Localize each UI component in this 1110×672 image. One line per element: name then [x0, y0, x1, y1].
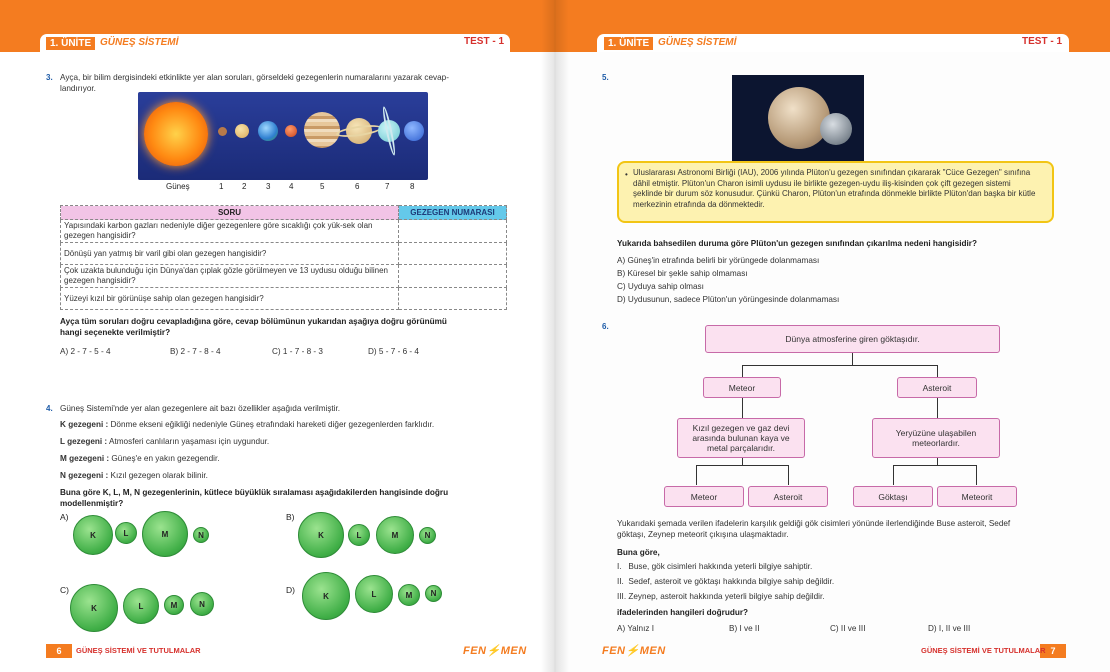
option-d[interactable]: D) Uydusunun, sadece Plüton'un yörüngesinde dolanmaması [617, 295, 840, 304]
planet-l-ball: L [355, 575, 393, 613]
table-row [61, 243, 507, 265]
footer-title: GÜNEŞ SİSTEMİ VE TUTULMALAR [921, 646, 1046, 655]
planet-n-ball: N [190, 592, 214, 616]
planet-k-ball: K [302, 572, 350, 620]
planet-l-ball: L [348, 524, 370, 546]
answer-cell[interactable] [399, 265, 507, 288]
table-cell: Dönüşü yan yatmış bir varil gibi olan gezegen hangisidir? [61, 243, 399, 265]
publisher-logo: FEN⚡MEN [463, 645, 527, 657]
table-row [61, 288, 507, 310]
asteroid-node: Asteroit [897, 377, 977, 398]
fact-n: N gezegeni : Kızıl gezegen olarak bilinir. [60, 471, 208, 480]
table-cell: Yüzeyi kızıl bir görünüşe sahip olan gezegen hangisidir? [61, 288, 399, 310]
planet-l-ball: L [115, 522, 137, 544]
planet-icon [218, 127, 227, 136]
question-number: 6. [602, 322, 609, 331]
bullet-icon: • [625, 170, 628, 179]
leaf-meteor: Meteor [664, 486, 744, 507]
left-mid-node: Kızıl gezegen ve gaz devi arasında bulunan kaya ve metal parçalarıdır. [677, 418, 805, 458]
planet-icon [285, 125, 297, 137]
option-d[interactable]: D) I, II ve III [928, 624, 971, 633]
option-b[interactable]: B) Küresel bir şekle sahip olmaması [617, 269, 748, 278]
planet-label: 8 [410, 182, 415, 191]
leaf-meteorit: Meteorit [937, 486, 1017, 507]
connector [788, 465, 789, 485]
connector [742, 365, 937, 366]
root-node: Dünya atmosferine giren göktaşıdır. [705, 325, 1000, 353]
connector [893, 465, 977, 466]
option-c[interactable]: C) 1 - 7 - 8 - 3 [272, 347, 323, 356]
unit-title: GÜNEŞ SİSTEMİ [658, 37, 737, 48]
unit-badge: 1. ÜNİTE [46, 37, 95, 50]
connector [696, 465, 697, 485]
option-d[interactable]: D) 5 - 7 - 6 - 4 [368, 347, 419, 356]
connector [696, 465, 789, 466]
planet-label: 1 [219, 182, 224, 191]
option-b[interactable]: B) I ve II [729, 624, 760, 633]
leaf-asteroid: Asteroit [748, 486, 828, 507]
table-row [61, 265, 507, 288]
page-number: 7 [1040, 644, 1066, 658]
page-number: 6 [46, 644, 72, 658]
planet-n-ball: N [425, 585, 442, 602]
q5-question: Yukarıda bahsedilen duruma göre Plüton'un gezegen sınıfından çıkarılma nedeni hangisidir? [617, 239, 977, 248]
connector [742, 365, 743, 377]
jupiter-icon [304, 112, 340, 148]
planet-label: Güneş [166, 182, 190, 191]
planet-n-ball: N [193, 527, 209, 543]
planet-label: 3 [266, 182, 271, 191]
info-text: Uluslararası Astronomi Birliği (IAU), 2006 yılında Plüton'u gezegen sınıfından çıkararak "Cüce Gezegen" sınıfına dâhil etmiştir. Plüton'un Charon isimli uydusu ile birlikte gezegen-uydu iliş-kisinden çok çift gezegen sistemi şeklinde bir durum söz konusudur. Çünkü Charon, Plüton'un etrafında dönmekle birlikte Plüton'dan başka bir kütle merkezinin etrafında da dönmektedir. [633, 168, 1036, 209]
planet-l-ball: L [123, 588, 159, 624]
option-a[interactable]: A) Yalnız I [617, 624, 655, 633]
question-number: 5. [602, 73, 609, 82]
statement-iii: III. Zeynep, asteroit hakkında yeterli bilgiye sahip değildir. [617, 592, 825, 601]
fact-m: M gezegeni : Güneş'e en yakın gezegendir. [60, 454, 220, 463]
planet-label: 7 [385, 182, 390, 191]
option-a[interactable]: A) [60, 512, 69, 522]
meteor-node: Meteor [703, 377, 781, 398]
statement-i: I. Buse, gök cisimleri hakkında yeterli bilgiye sahiptir. [617, 562, 813, 571]
planet-m-ball: M [142, 511, 188, 557]
table-cell: Yapısındaki karbon gazları nedeniyle diğer gezegenlere göre sıcaklığı çok yük-sek olan gezegen hangisidir? [61, 220, 399, 243]
unit-badge: 1. ÜNİTE [604, 37, 653, 50]
test-label: TEST - 1 [1022, 36, 1063, 47]
solar-system-image [138, 92, 428, 180]
planet-label: 6 [355, 182, 360, 191]
planet-m-ball: M [398, 584, 420, 606]
planet-n-ball: N [419, 527, 436, 544]
q3-question: Ayça tüm soruları doğru cevapladığına göre, cevap bölümünun yukarıdan aşağıya doğru görünümü hangi seçenekte verilmiştir? [60, 317, 447, 337]
option-b[interactable]: B) [286, 512, 295, 522]
q6-paragraph: Yukarıdaki şemada verilen ifadelerin karşılık geldiği gök cisimleri yönünde ilerlendiğinde Buse asteroit, Sedef göktaşı, Zeynep meteorit çıkışına ulaşmaktadır. [617, 519, 1011, 539]
fact-l: L gezegeni : Atmosferi canlıların yaşaması için uygundur. [60, 437, 270, 446]
planet-m-ball: M [376, 516, 414, 554]
q3-intro: Ayça, bir bilim dergisindeki etkinlikte yer alan soruları, görseldeki gezegenlerin numaralarını yazarak cevap- landırıyor. [60, 73, 449, 93]
question-number: 3. [46, 73, 53, 82]
connector [742, 398, 743, 418]
table-header-question: SORU [61, 206, 399, 220]
statement-ii: II. Sedef, asteroit ve göktaşı hakkında bilgiye sahip değildir. [617, 577, 835, 586]
publisher-logo: FEN⚡MEN [602, 645, 666, 657]
pluto-charon-image [732, 75, 864, 161]
planet-label: 2 [242, 182, 247, 191]
neptune-icon [404, 121, 424, 141]
table-cell: Çok uzakta bulunduğu için Dünya'dan çıplak gözle görülmeyen ve 13 uydusu olduğu bilinen gezegen hangisidir? [61, 265, 399, 288]
planet-k-ball: K [298, 512, 344, 558]
planet-label: 5 [320, 182, 325, 191]
planet-m-ball: M [164, 595, 184, 615]
connector [937, 458, 938, 465]
option-d[interactable]: D) [286, 585, 295, 595]
planet-k-ball: K [73, 515, 113, 555]
fact-k: K gezegeni : Dönme ekseni eğikliği nedeniyle Güneş etrafındaki hareketi diğer gezegenlerden farklıdır. [60, 420, 435, 429]
option-a[interactable]: A) 2 - 7 - 5 - 4 [60, 347, 111, 356]
answer-cell[interactable] [399, 288, 507, 310]
connector [852, 353, 853, 365]
right-mid-node: Yeryüzüne ulaşabilen meteorlardır. [872, 418, 1000, 458]
connector [893, 465, 894, 485]
planet-icon [235, 124, 249, 138]
info-box [617, 161, 1054, 223]
connector [937, 365, 938, 377]
connector [976, 465, 977, 485]
question-table [60, 205, 507, 310]
table-row [61, 220, 507, 243]
planet-k-ball: K [70, 584, 118, 632]
table-header-number: GEZEGEN NUMARASI [399, 206, 507, 220]
option-b[interactable]: B) 2 - 7 - 8 - 4 [170, 347, 221, 356]
q6-question: ifadelerinden hangileri doğrudur? [617, 608, 749, 617]
pluto-icon [768, 87, 830, 149]
q4-question: Buna göre K, L, M, N gezegenlerinin, kütlece büyüklük sıralaması aşağıdakilerden hangisinde doğru modellenmiştir? [60, 488, 449, 508]
leaf-goktasi: Göktaşı [853, 486, 933, 507]
connector [937, 398, 938, 418]
planet-label: 4 [289, 182, 294, 191]
footer-title: GÜNEŞ SİSTEMİ VE TUTULMALAR [76, 646, 201, 655]
unit-title: GÜNEŞ SİSTEMİ [100, 37, 179, 48]
option-c[interactable]: C) [60, 585, 69, 595]
sun-icon [144, 102, 208, 166]
option-c[interactable]: C) II ve III [830, 624, 866, 633]
charon-icon [820, 113, 852, 145]
connector [742, 458, 743, 465]
q4-intro: Güneş Sistemi'nde yer alan gezegenlere ait bazı özellikler aşağıda verilmiştir. [60, 404, 341, 413]
answer-cell[interactable] [399, 220, 507, 243]
q6-buna: Buna göre, [617, 548, 660, 557]
test-label: TEST - 1 [464, 36, 505, 47]
option-c[interactable]: C) Uyduya sahip olması [617, 282, 704, 291]
option-a[interactable]: A) Güneş'in etrafında belirli bir yörüngede dolanmaması [617, 256, 820, 265]
answer-cell[interactable] [399, 243, 507, 265]
question-number: 4. [46, 404, 53, 413]
earth-icon [258, 121, 278, 141]
